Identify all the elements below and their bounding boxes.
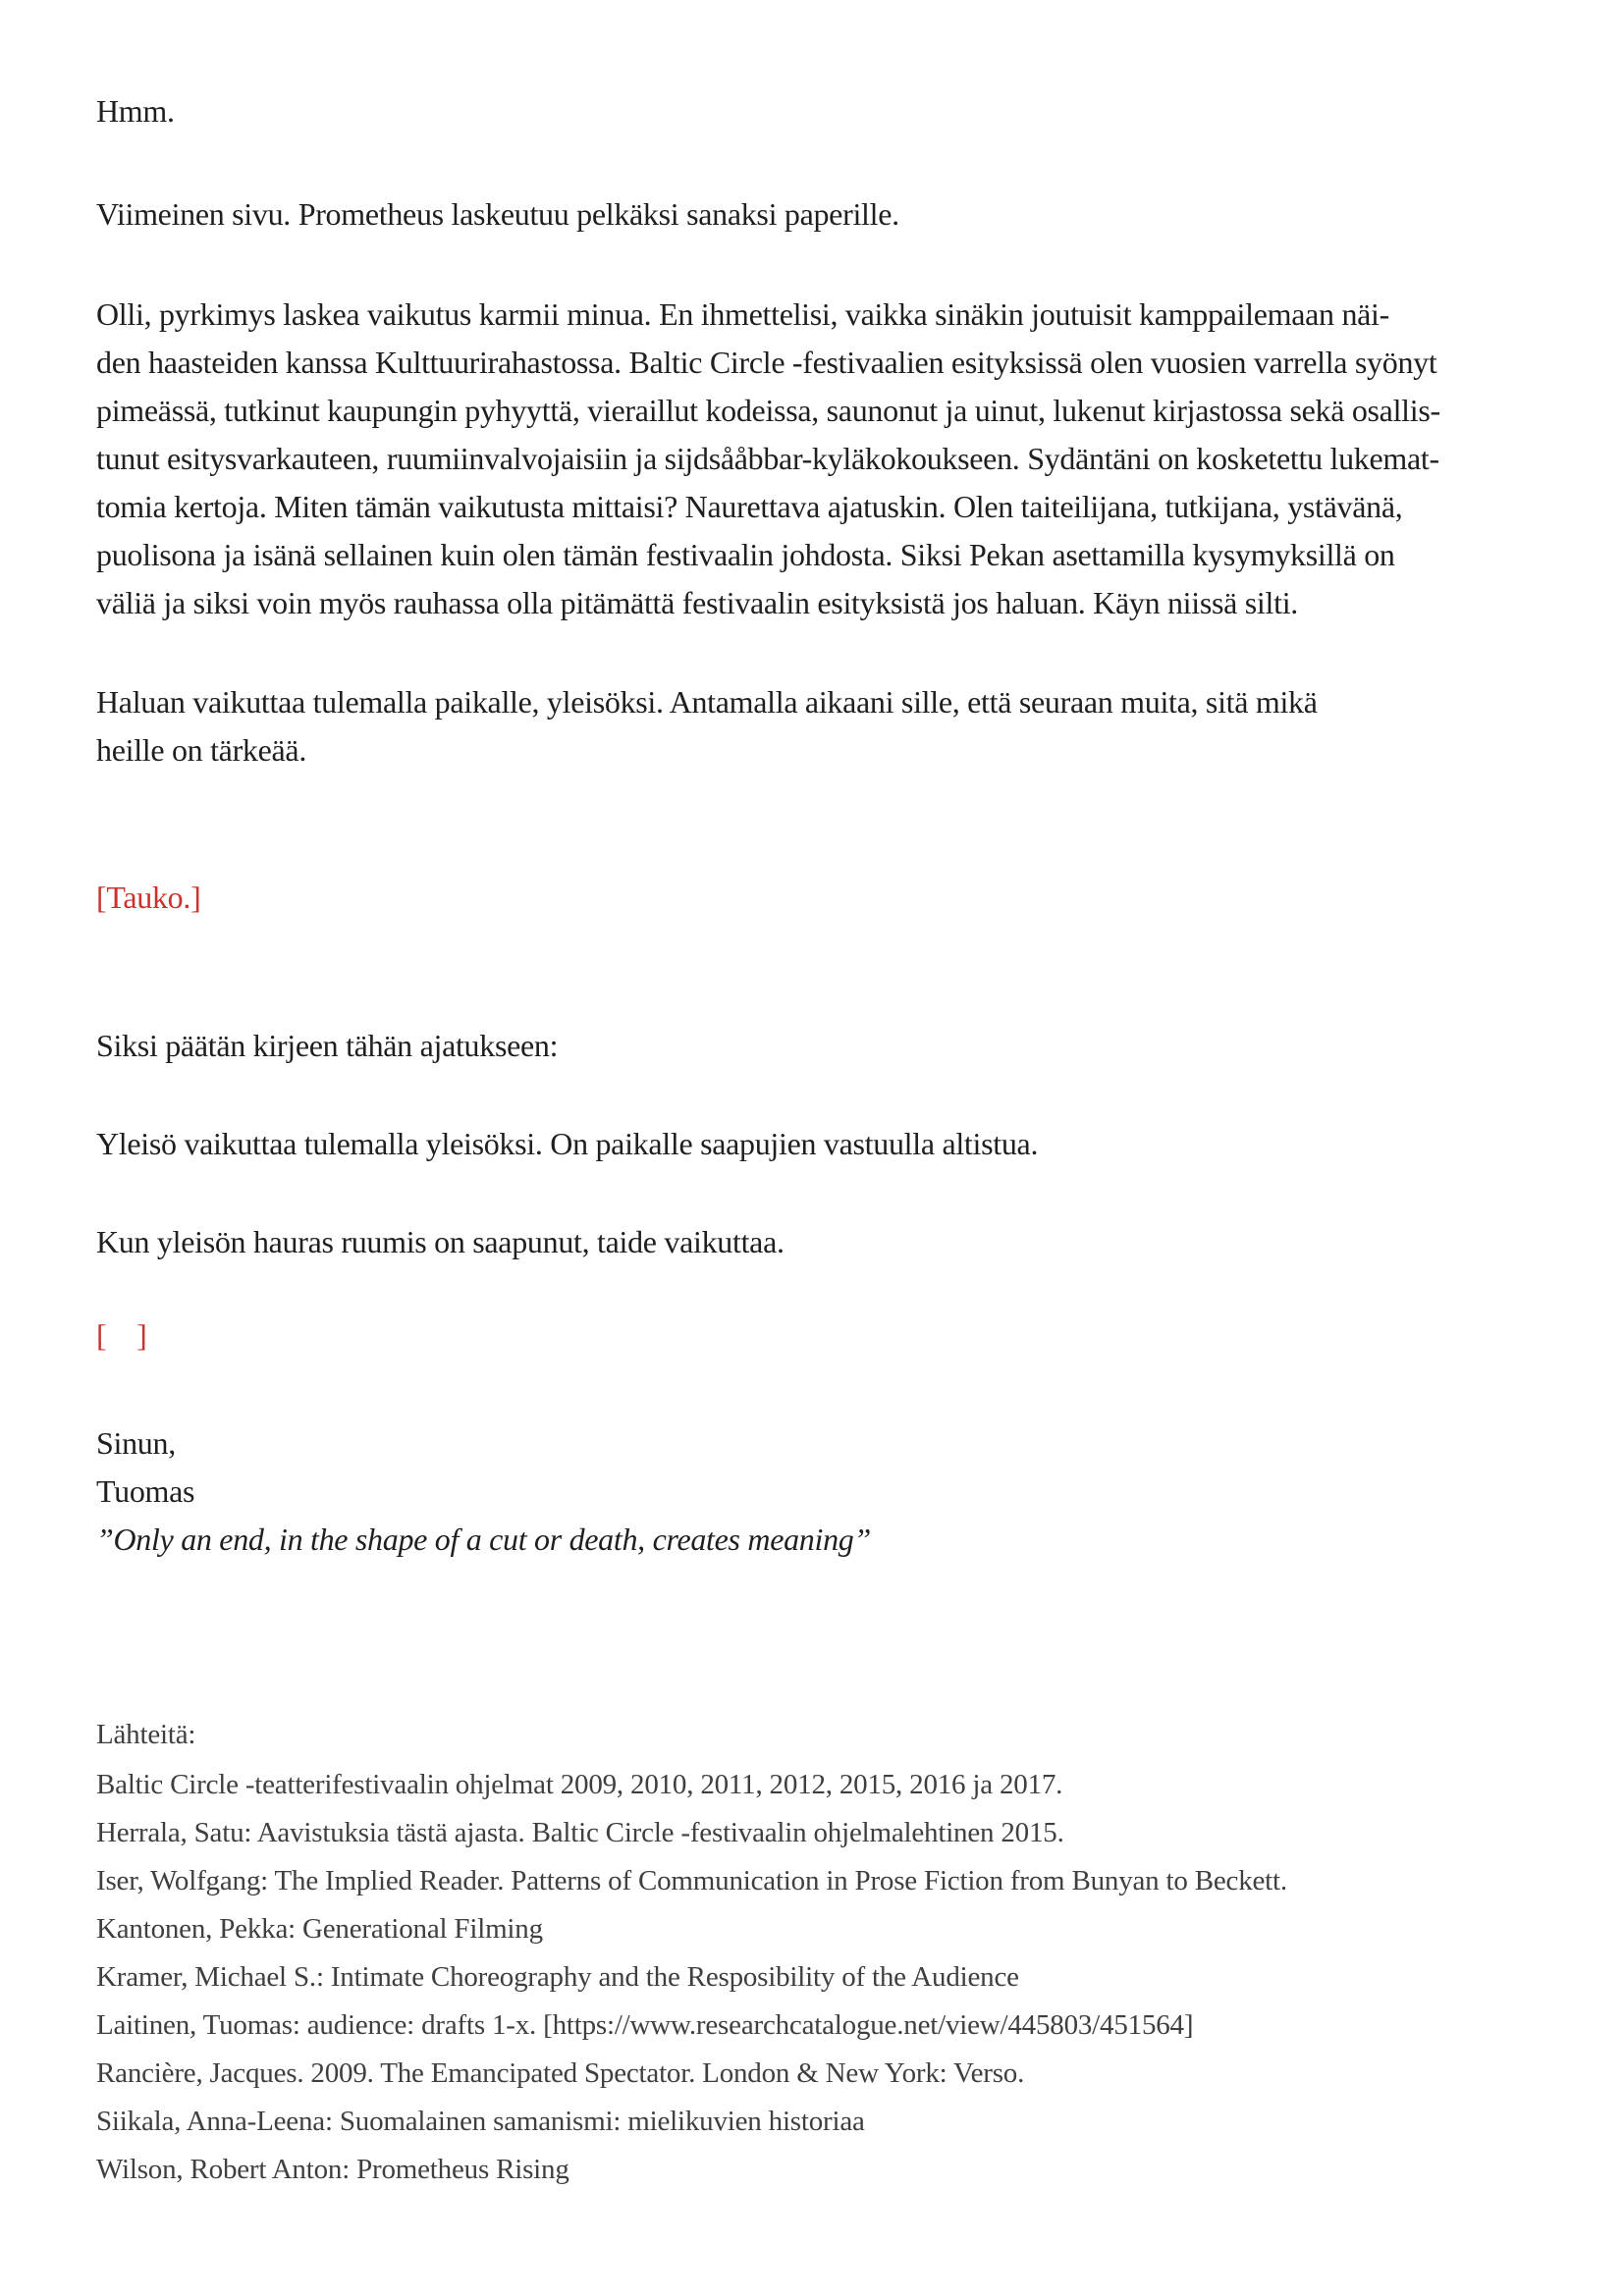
paragraph-last-page: Viimeinen sivu. Prometheus laskeutuu pelkäksi sanaksi paperille. — [96, 196, 899, 232]
paragraph-thought-2: Kun yleisön hauras ruumis on saapunut, taide vaikuttaa. — [96, 1224, 785, 1259]
text-line: heille on tärkeää. — [96, 732, 307, 768]
paragraph-hmm: Hmm. — [96, 93, 175, 129]
text-line: väliä ja siksi voin myös rauhassa olla pitämättä festivaalin esityksistä jos haluan. Käyn niissä silti. — [96, 585, 1298, 620]
text-line: Haluan vaikuttaa tulemalla paikalle, yleisöksi. Antamalla aikaani sille, että seuraan muita, sitä mikä — [96, 684, 1318, 720]
text-line: tomia kertoja. Miten tämän vaikutusta mittaisi? Naurettava ajatuskin. Olen taiteilijana, tutkijana, ystävänä, — [96, 489, 1403, 524]
reference-item: Wilson, Robert Anton: Prometheus Rising — [96, 2154, 569, 2185]
reference-item: Baltic Circle -teatterifestivaalin ohjelmat 2009, 2010, 2011, 2012, 2015, 2016 ja 2017. — [96, 1769, 1063, 1800]
reference-item: Rancière, Jacques. 2009. The Emancipated Spectator. London & New York: Verso. — [96, 2057, 1025, 2089]
paragraph-closing-intro: Siksi päätän kirjeen tähän ajatukseen: — [96, 1028, 559, 1063]
paragraph-haluan — [96, 678, 1559, 774]
empty-pause-marker: [ ] — [96, 1317, 147, 1353]
text-line: pimeässä, tutkinut kaupungin pyhyyttä, vieraillut kodeissa, saunonut ja uinut, lukenut kirjastossa sekä osallis- — [96, 393, 1440, 428]
closing-quote: ”Only an end, in the shape of a cut or death, creates meaning” — [96, 1522, 871, 1557]
paragraph-olli — [96, 291, 1559, 627]
reference-item: Kramer, Michael S.: Intimate Choreography and the Resposibility of the Audience — [96, 1961, 1019, 1993]
signature-name: Tuomas — [96, 1473, 195, 1509]
reference-item: Herrala, Satu: Aavistuksia tästä ajasta. Baltic Circle -festivaalin ohjelmalehtinen 2015. — [96, 1817, 1064, 1848]
text-line: tunut esitysvarkauteen, ruumiinvalvojaisiin ja sijdsååbbar-kyläkokoukseen. Sydäntäni on kosketettu lukemat- — [96, 441, 1439, 476]
reference-item: Kantonen, Pekka: Generational Filming — [96, 1913, 543, 1945]
references-list — [96, 1761, 1559, 2194]
pause-marker: [Tauko.] — [96, 880, 201, 915]
signature-salutation: Sinun, — [96, 1425, 176, 1461]
text-line: den haasteiden kanssa Kulttuurirahastossa. Baltic Circle -festivaalien esityksissä olen vuosien varrella syönyt — [96, 345, 1437, 380]
reference-item: Laitinen, Tuomas: audience: drafts 1-x. [https://www.researchcatalogue.net/view/445803/451564] — [96, 2009, 1194, 2041]
text-line: puolisona ja isänä sellainen kuin olen tämän festivaalin johdosta. Siksi Pekan asettamilla kysymyksillä on — [96, 537, 1395, 572]
reference-item: Iser, Wolfgang: The Implied Reader. Patterns of Communication in Prose Fiction from Bunyan to Beckett. — [96, 1865, 1287, 1896]
references-heading: Lähteitä: — [96, 1719, 196, 1750]
text-line: Olli, pyrkimys laskea vaikutus karmii minua. En ihmettelisi, vaikka sinäkin joutuisit kamppailemaan näi- — [96, 296, 1389, 332]
signature-block — [96, 1419, 1559, 1564]
reference-item: Siikala, Anna-Leena: Suomalainen samanismi: mielikuvien historiaa — [96, 2106, 865, 2137]
paragraph-thought-1: Yleisö vaikuttaa tulemalla yleisöksi. On paikalle saapujien vastuulla altistua. — [96, 1126, 1039, 1161]
